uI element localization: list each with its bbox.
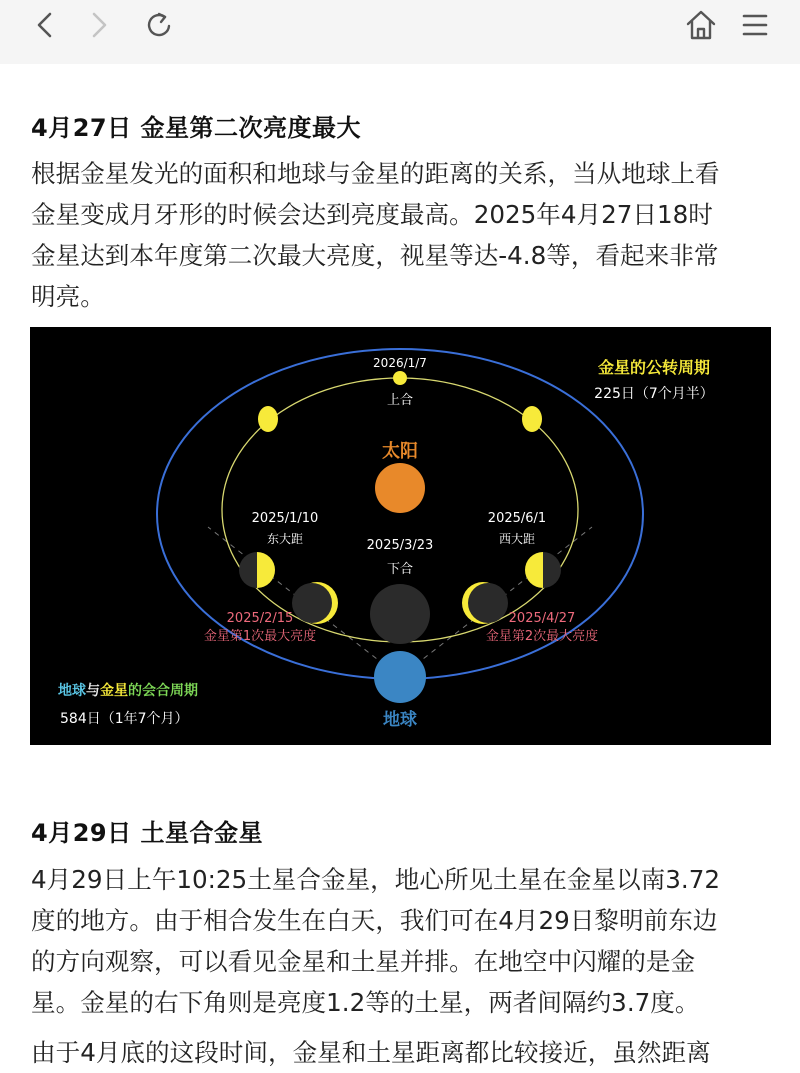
venus-east-lit bbox=[257, 552, 275, 588]
forward-icon[interactable] bbox=[86, 10, 112, 40]
venus-superior bbox=[393, 371, 407, 385]
synodic-title-earth: 地球 bbox=[58, 683, 86, 699]
synodic-value: 584日（1年7个月） bbox=[60, 711, 189, 727]
venus-gibbous-right bbox=[522, 406, 542, 432]
paragraph-line: 星。金星的右下角则是亮度1.2等的土星，两者间隔约3.7度。 bbox=[31, 988, 700, 1017]
west-date: 2025/6/1 bbox=[487, 511, 547, 526]
period-value: 225日（7个月半） bbox=[594, 386, 714, 402]
bright1-label: 金星第1次最大亮度 bbox=[203, 629, 317, 644]
superior-date: 2026/1/7 bbox=[373, 356, 427, 370]
west-label: 西大距 bbox=[498, 532, 536, 546]
paragraph-line: 明亮。 bbox=[31, 282, 105, 311]
paragraph-line: 金星变成月牙形的时候会达到亮度最高。2025年4月27日18时 bbox=[31, 200, 713, 229]
earth bbox=[374, 651, 426, 703]
venus-gibbous-left bbox=[258, 406, 278, 432]
bright1-date: 2025/2/15 bbox=[226, 611, 294, 626]
section2-heading: 4月29日 土星合金星 bbox=[31, 819, 263, 847]
home-icon[interactable] bbox=[684, 8, 718, 42]
back-icon[interactable] bbox=[32, 10, 58, 40]
paragraph-line: 度的地方。由于相合发生在白天，我们可在4月29日黎明前东边 bbox=[31, 906, 718, 935]
east-label: 东大距 bbox=[266, 532, 304, 546]
menu-icon[interactable] bbox=[741, 12, 769, 38]
venus-crescent-right-shadow bbox=[468, 583, 508, 623]
paragraph-line: 金星达到本年度第二次最大亮度，视星等达-4.8等，看起来非常 bbox=[31, 241, 719, 270]
inferior-date: 2025/3/23 bbox=[366, 538, 434, 553]
browser-toolbar bbox=[0, 0, 800, 64]
synodic-title-venus: 金星 bbox=[100, 683, 128, 699]
sun-label: 太阳 bbox=[382, 441, 418, 462]
section2-paragraph bbox=[31, 859, 773, 1023]
paragraph-line: 4月29日上午10:25土星合金星，地心所见土星在金星以南3.72 bbox=[31, 865, 721, 894]
bright2-label: 金星第2次最大亮度 bbox=[485, 629, 599, 644]
inferior-label: 下合 bbox=[386, 562, 414, 577]
sun bbox=[375, 463, 425, 513]
venus-crescent-left-shadow bbox=[292, 583, 332, 623]
section2-paragraph-2 bbox=[31, 1032, 773, 1073]
earth-label: 地球 bbox=[383, 710, 417, 730]
paragraph-line: 根据金星发光的面积和地球与金星的距离的关系，当从地球上看 bbox=[31, 159, 720, 188]
east-date: 2025/1/10 bbox=[251, 511, 319, 526]
paragraph-line: 的方向观察，可以看见金星和土星并排。在地空中闪耀的是金 bbox=[31, 947, 696, 976]
period-title: 金星的公转周期 bbox=[597, 358, 711, 377]
venus-west-lit bbox=[525, 552, 543, 588]
paragraph-line: 由于4月底的这段时间，金星和土星距离都比较接近，虽然距离 bbox=[31, 1038, 711, 1067]
synodic-title-and: 与 bbox=[86, 683, 100, 699]
section1-heading: 4月27日 金星第二次亮度最大 bbox=[31, 114, 361, 142]
bright2-date: 2025/4/27 bbox=[508, 611, 576, 626]
reload-icon[interactable] bbox=[143, 9, 175, 41]
synodic-title bbox=[58, 682, 198, 699]
synodic-title-rest: 的会合周期 bbox=[128, 683, 198, 699]
venus-inferior bbox=[370, 584, 430, 644]
venus-orbit-diagram bbox=[30, 327, 771, 745]
section1-paragraph bbox=[31, 153, 773, 317]
superior-label: 上合 bbox=[386, 393, 414, 408]
